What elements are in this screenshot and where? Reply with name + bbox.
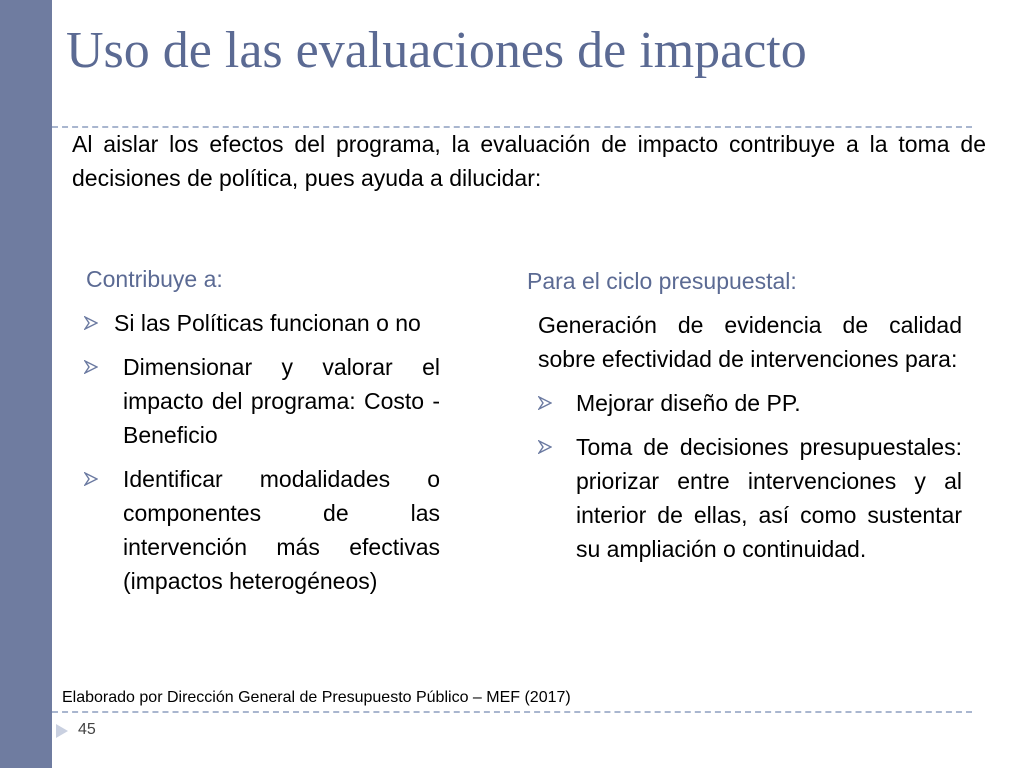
hollow-arrow-bullet-icon [84, 472, 98, 486]
right-bullet-list [538, 386, 962, 566]
triangle-arrow-icon [56, 724, 68, 738]
left-column-heading: Contribuye a: [86, 266, 223, 292]
bullet-text: Mejorar diseño de PP. [576, 390, 801, 416]
list-item [84, 350, 440, 452]
right-column-heading: Para el ciclo presupuestal: [527, 268, 797, 294]
hollow-arrow-bullet-icon [538, 396, 552, 410]
left-column [84, 306, 440, 598]
hollow-arrow-bullet-icon [84, 316, 98, 330]
bullet-text: Dimensionar y valorar el impacto del programa: Costo - Beneficio [123, 354, 440, 448]
bullet-text: Toma de decisiones presupuestales: priorizar entre intervenciones y al interior de ellas, así como sustentar su ampliación o continuidad. [576, 434, 962, 562]
list-item [84, 306, 440, 340]
footer-divider [52, 711, 972, 713]
intro-paragraph: Al aislar los efectos del programa, la evaluación de impacto contribuye a la toma de decisiones de política, pues ayuda a dilucidar: [72, 131, 986, 191]
list-item [84, 462, 440, 598]
hollow-arrow-bullet-icon [538, 440, 552, 454]
list-item [538, 430, 962, 566]
bullet-text: Identificar modalidades o componentes de las intervención más efectivas (impactos heterogéneos) [123, 466, 440, 594]
slide-sidebar-bar [0, 0, 52, 768]
right-column [538, 308, 962, 566]
page-number: 45 [78, 721, 96, 738]
slide-title: Uso de las evaluaciones de impacto [66, 22, 807, 79]
source-footnote: Elaborado por Dirección General de Presupuesto Público – MEF (2017) [62, 689, 571, 706]
hollow-arrow-bullet-icon [84, 360, 98, 374]
right-column-paragraph: Generación de evidencia de calidad sobre efectividad de intervenciones para: [538, 312, 962, 372]
bullet-text: Si las Políticas funcionan o no [114, 310, 421, 336]
list-item [538, 386, 962, 420]
left-bullet-list [84, 306, 440, 598]
